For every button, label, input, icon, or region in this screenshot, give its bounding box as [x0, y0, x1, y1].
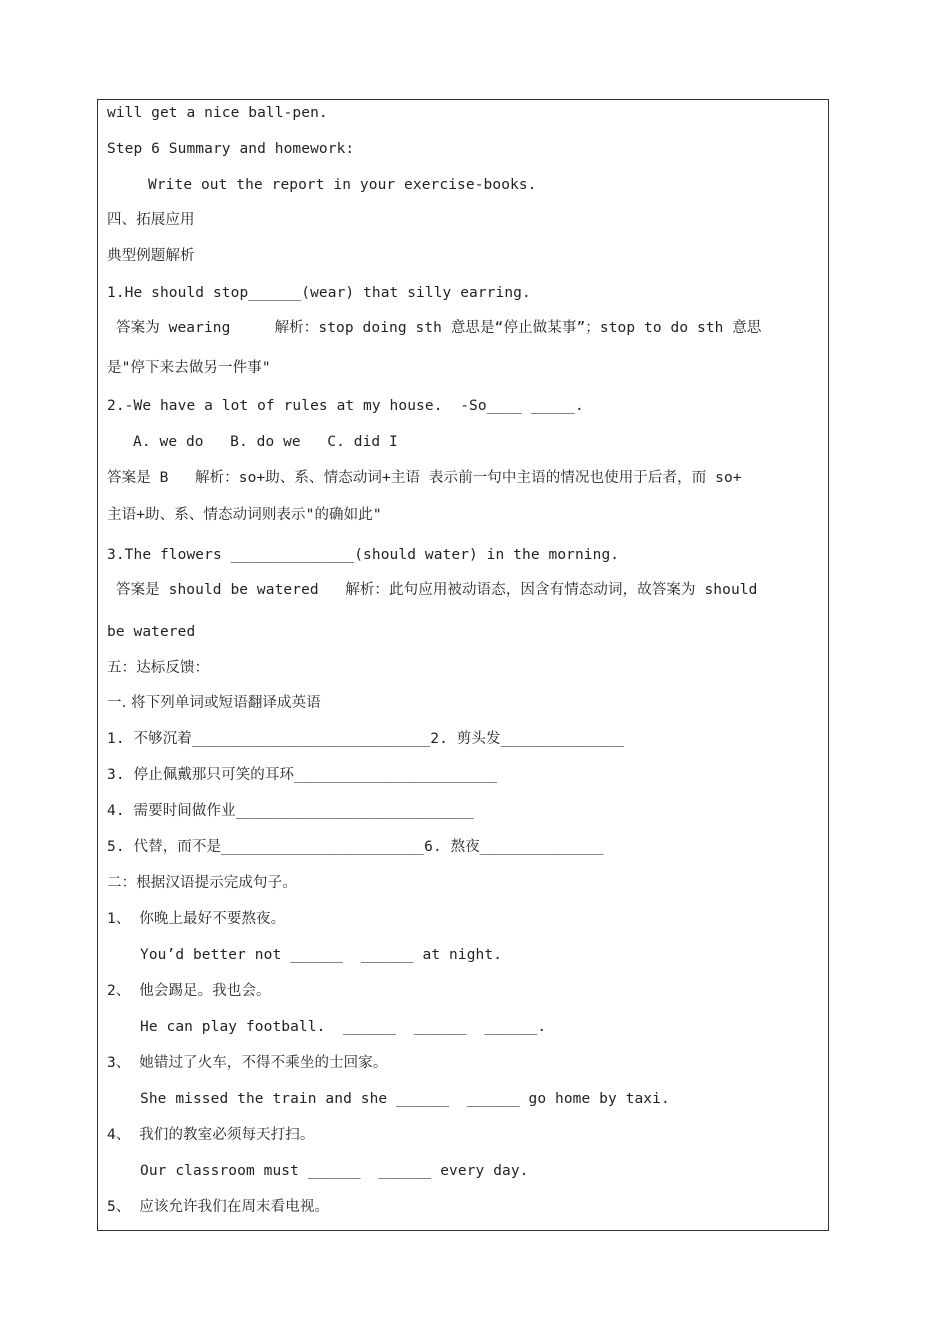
- text-line: will get a nice ball-pen.: [107, 105, 328, 121]
- question-2-options: A. we do B. do we C. did I: [133, 434, 398, 450]
- exercise-item: 1. 不够沉着___________________________2. 剪头发______________: [107, 731, 625, 747]
- sentence-blank: Our classroom must ______ ______ every day.: [140, 1163, 529, 1179]
- sentence-blank: You’d better not ______ ______ at night.: [140, 947, 503, 963]
- exercise-item: 3. 停止佩戴那只可笑的耳环_______________________: [107, 767, 498, 783]
- question-2: 2.-We have a lot of rules at my house. -So____ _____.: [107, 398, 584, 414]
- answer-3: 答案是 should be watered 解析：此句应用被动语态，因含有情态动词，故答案为 should: [116, 582, 758, 598]
- sentence-prompt: 2、 他会踢足。我也会。: [107, 983, 271, 999]
- sentence-prompt: 4、 我们的教室必须每天打扫。: [107, 1127, 315, 1143]
- answer-1-cont: 是"停下来去做另一件事": [107, 360, 271, 376]
- step-heading: Step 6 Summary and homework:: [107, 141, 355, 157]
- sentence-prompt: 1、 你晚上最好不要熬夜。: [107, 911, 286, 927]
- question-3: 3.The flowers ______________(should water) in the morning.: [107, 547, 620, 563]
- section-heading: 五：达标反馈：: [107, 660, 210, 676]
- answer-2-cont: 主语+助、系、情态动词则表示"的确如此": [107, 507, 382, 523]
- answer-3-cont: be watered: [107, 624, 196, 640]
- sentence-prompt: 5、 应该允许我们在周末看电视。: [107, 1199, 330, 1215]
- sentence-prompt: 3、 她错过了火车，不得不乘坐的士回家。: [107, 1055, 388, 1071]
- section-heading: 典型例题解析: [107, 248, 195, 264]
- exercise-item: 5. 代替，而不是_______________________6. 熬夜______________: [107, 839, 604, 855]
- question-1: 1.He should stop______(wear) that silly earring.: [107, 285, 531, 301]
- section-heading: 四、拓展应用: [107, 212, 195, 228]
- answer-1: 答案为 wearing 解析：stop doing sth 意思是“停止做某事”；stop to do sth 意思: [116, 320, 762, 336]
- exercise-item: 4. 需要时间做作业___________________________: [107, 803, 475, 819]
- text-line: Write out the report in your exercise-books.: [148, 177, 537, 193]
- answer-2: 答案是 B 解析：so+助、系、情态动词+主语 表示前一句中主语的情况也使用于后者，而 so+: [107, 470, 742, 486]
- exercise-heading: 一. 将下列单词或短语翻译成英语: [107, 695, 321, 711]
- sentence-blank: She missed the train and she ______ ______ go home by taxi.: [140, 1091, 670, 1107]
- sentence-blank: He can play football. ______ ______ ______.: [140, 1019, 547, 1035]
- exercise-heading: 二：根据汉语提示完成句子。: [107, 875, 297, 891]
